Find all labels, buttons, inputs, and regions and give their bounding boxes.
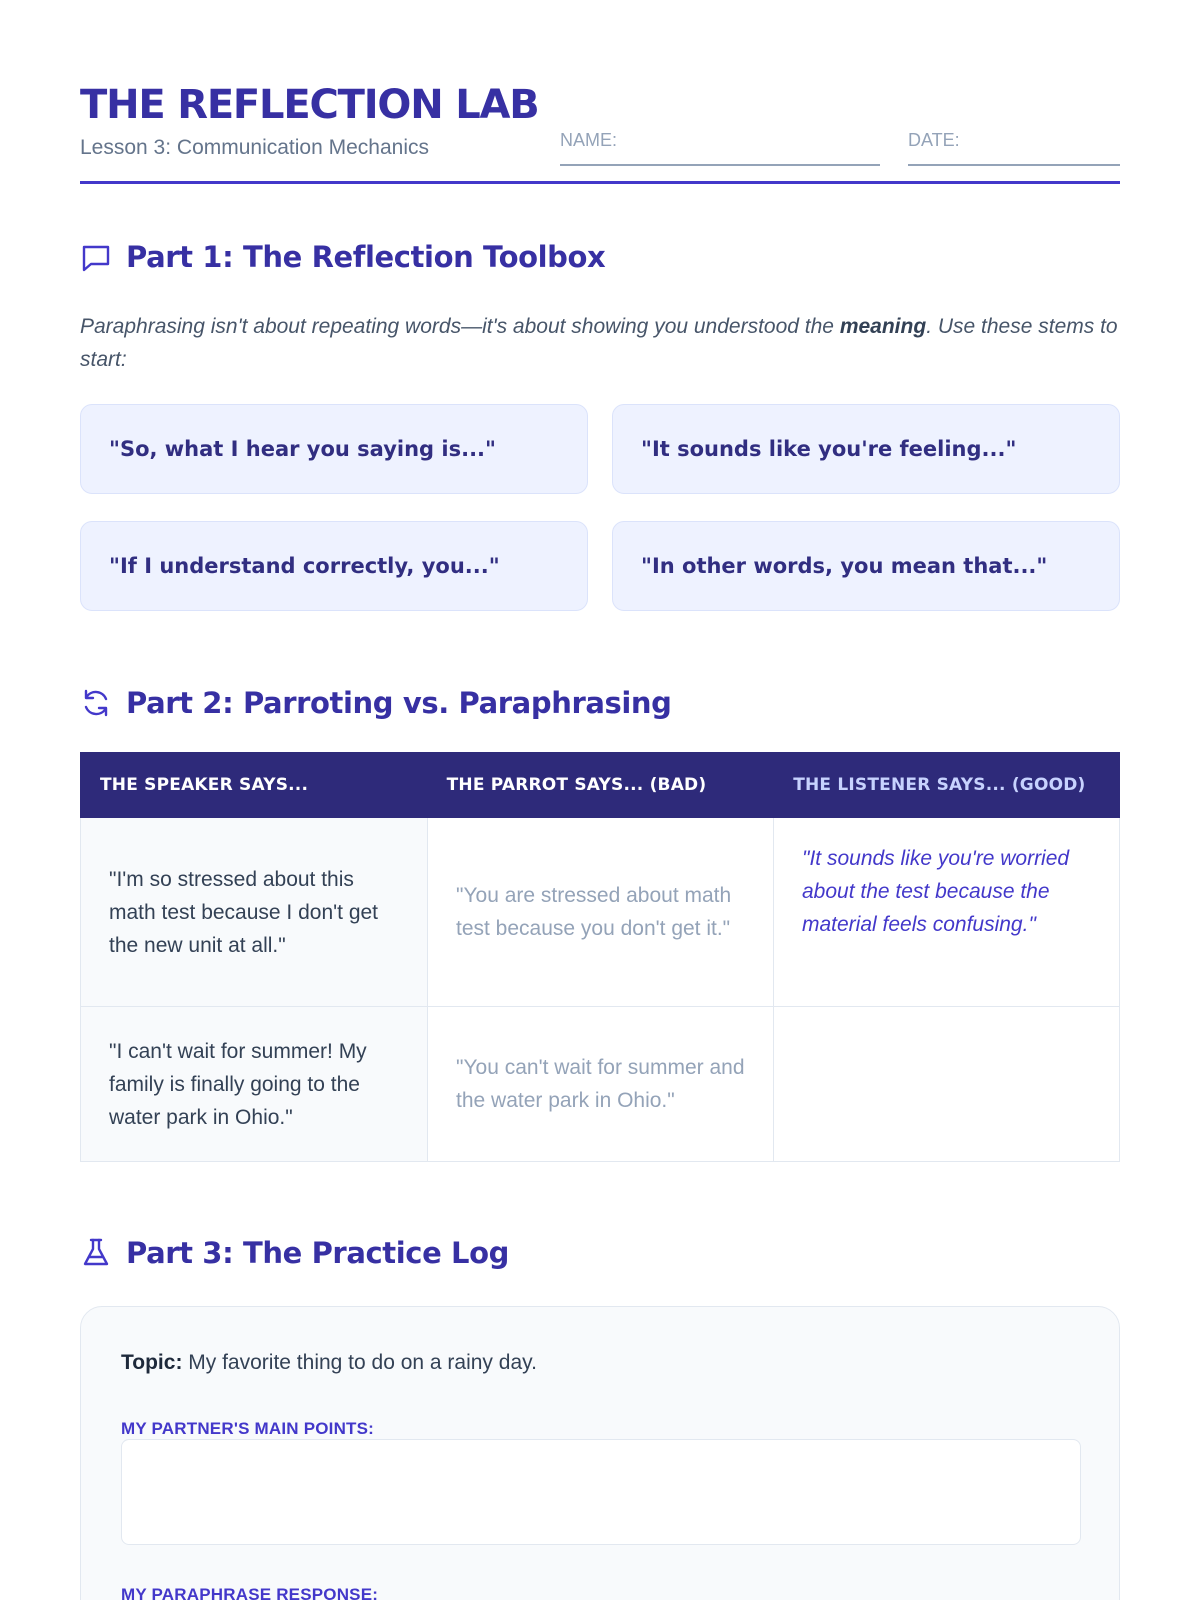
column-header-speaker: THE SPEAKER SAYS... xyxy=(100,775,309,795)
worksheet-page xyxy=(80,0,1120,1600)
lesson-subtitle: Lesson 3: Communication Mechanics xyxy=(80,136,430,159)
part1-heading: Part 1: The Reflection Toolbox xyxy=(126,240,606,274)
page-title: THE REFLECTION LAB xyxy=(80,82,539,128)
partner-points-textbox[interactable] xyxy=(121,1439,1081,1545)
parrot-cell: "You are stressed about math test because you don't get it." xyxy=(427,818,773,1006)
listener-cell: "It sounds like you're worried about the test because the material feels confusing." xyxy=(773,818,1119,1006)
practice-topic: Topic: My favorite thing to do on a rainy day. xyxy=(121,1351,537,1374)
part1-heading-row xyxy=(80,240,605,274)
stem-card: "It sounds like you're feeling..." xyxy=(612,404,1120,494)
speaker-cell: "I'm so stressed about this math test because I don't get the new unit at all." xyxy=(81,818,427,1006)
table-header-row xyxy=(80,752,1120,818)
paraphrase-response-label: MY PARAPHRASE RESPONSE: xyxy=(121,1585,379,1600)
part3-heading-row xyxy=(80,1236,509,1270)
table-row xyxy=(80,818,1120,1007)
worksheet-header xyxy=(80,0,1120,184)
part3-heading: Part 3: The Practice Log xyxy=(126,1236,510,1270)
part2-heading-row xyxy=(80,686,672,720)
column-header-parrot: THE PARROT SAYS... (BAD) xyxy=(446,775,707,795)
refresh-arrows-icon xyxy=(80,687,112,719)
name-field[interactable] xyxy=(560,130,880,166)
part2-heading: Part 2: Parroting vs. Paraphrasing xyxy=(126,686,672,720)
stem-card: "In other words, you mean that..." xyxy=(612,521,1120,611)
speaker-cell: "I can't wait for summer! My family is finally going to the water park in Ohio." xyxy=(81,1007,427,1161)
listener-answer-blank[interactable] xyxy=(773,1007,1119,1161)
partner-points-label: MY PARTNER'S MAIN POINTS: xyxy=(121,1419,375,1438)
name-label: NAME: xyxy=(560,130,618,150)
column-header-listener: THE LISTENER SAYS... (GOOD) xyxy=(793,775,1086,795)
stem-card: "So, what I hear you saying is..." xyxy=(80,404,588,494)
parrot-cell: "You can't wait for summer and the water park in Ohio." xyxy=(427,1007,773,1161)
flask-icon xyxy=(80,1237,112,1269)
stem-card: "If I understand correctly, you..." xyxy=(80,521,588,611)
chat-bubble-icon xyxy=(80,241,112,273)
table-row xyxy=(80,1007,1120,1162)
part1-intro: Paraphrasing isn't about repeating words—it's about showing you understood the meaning. Use these stems to start: xyxy=(80,315,1118,371)
date-label: DATE: xyxy=(908,130,960,150)
date-field[interactable] xyxy=(908,130,1120,166)
practice-log-card xyxy=(80,1306,1120,1600)
comparison-table xyxy=(80,752,1120,1162)
